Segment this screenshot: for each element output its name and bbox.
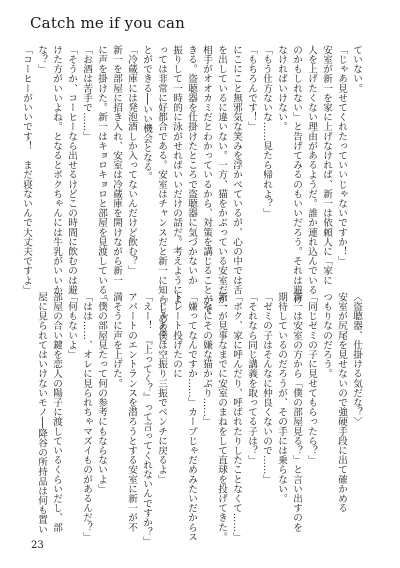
text-column: 「えー！ 『上ってく？』って言ってくれないんですか？」 — [141, 292, 152, 547]
text-column: 「同じゼミの子に見せてもらったら？」 — [306, 292, 317, 465]
text-column: 「ゼミの子はそんなに仲良くないので……」 — [261, 292, 272, 484]
text-column: 「嫌ってなんですか……」カープじゃだめみたいだからス — [186, 292, 197, 542]
text-column: 「冷蔵庫には発泡酒しか入ってないんだけど飲む？」 — [126, 45, 137, 276]
text-column: 「そうか、コーヒーなら出せるけどこの時間に飲むのは避 — [66, 45, 77, 295]
text-column: 「僕の部屋見たって何の参考にもならないよ」 — [96, 292, 107, 494]
text-column: 新一を部屋に招き入れ、安室は冷蔵庫を開けながら新一 — [111, 45, 122, 285]
text-column: 期待しているのだろうが、その手には乗らない。 — [276, 292, 287, 504]
text-column: 屋に見られてはいけないモノ──降谷の所持品は何も置い — [36, 292, 47, 534]
text-column: 「何もないよ」 — [66, 292, 77, 360]
text-column: 「もう仕方ないな……見たら帰れよ？」 — [261, 45, 272, 218]
text-column: 「もちろんです！」 — [246, 45, 257, 132]
text-column: にこにこと無邪気な笑みを浮かべているが、心の中では舌 — [231, 45, 242, 295]
text-column: 人を上げたくない理由があるようだ。誰か連れ込んでいる — [306, 45, 317, 295]
text-column: つもりなのだろう。 — [321, 292, 332, 379]
text-column: 「なにその嫌な猫かぶり……」 — [201, 292, 212, 427]
text-column: 「ボク、家に呼んだり、呼ばれたりしたことなくて……」 — [231, 292, 242, 542]
text-column: 安室が尻尾を見せないので強硬手段に出て確かめる — [336, 292, 347, 513]
text-column: 「じゃあ僕は空振り三振でベンチに戻るよ」 — [156, 292, 167, 484]
text-block-bottom — [34, 292, 364, 547]
text-column: なければいけない。 — [276, 45, 287, 132]
page-title: Catch me if you can — [30, 14, 186, 32]
text-column: きる。盗聴器を仕掛けたところで盗聴器に気づかないか — [186, 45, 197, 285]
page-number: 23 — [31, 540, 44, 551]
text-column: けた方がいいよね。となるとボクちゃんには牛乳がいいか — [51, 45, 62, 295]
text-column: に声を掛けた。新一はキョロキョロと部屋を見渡している。 — [96, 45, 107, 305]
text-column: 「それなら同じ講義を取ってる子は？」 — [246, 292, 257, 465]
text-column: 新一が見事なまでに安室のまねをして直球を投げてきた。 — [216, 292, 227, 542]
text-column: な？」 — [36, 45, 47, 74]
text-column: 新一は安室の方から「僕の部屋見る？」と言い出すのを — [291, 292, 302, 532]
text-column: 〈盗聴器、仕掛ける気だな？〉 — [351, 292, 362, 427]
text-column: とができる──いい機会となる。 — [141, 45, 152, 182]
text-column: 満そうに声を上げた。 — [111, 292, 122, 388]
text-column: を出しているに違いない。一方、猫をかぶっている安室だが、 — [216, 45, 227, 314]
text-column: トレート投げたのに — [171, 292, 182, 379]
text-column: 部屋の合い鍵を恋人の陽子に渡しているくらいだし、部 — [51, 292, 62, 532]
text-column: 「じゃあ見せてくれたっていいじゃないですか！」 — [336, 45, 347, 266]
text-column: 安室が新一を家に上げなければ、新一は依頼人に「家に — [321, 45, 332, 285]
text-column: 「はは……、オレに見られちゃマズイものがあるんだ？」 — [81, 292, 92, 542]
text-column: ていない。 — [351, 45, 362, 93]
text-column: アパートのエントランスを潜ろうとする安室に新一が不 — [126, 292, 137, 532]
text-column: のかもしれない」と告げてみるのもいいだろう。それは避け — [291, 45, 302, 305]
text-column: っては非常に好都合である。安室はチャンスだと新一に知らしめるこ — [156, 45, 167, 343]
text-column: 「コーヒーがいいです！ まだ寝ないんで大丈夫ですよ」 — [21, 45, 32, 295]
text-column: 「お酒は苦手で……」 — [81, 45, 92, 141]
text-column: 相手がオオカミだとわかっているから、対策を講じることがで — [201, 45, 212, 314]
text-column: 振りして一時的に泳がせればいいだけの話だ。考えようによ — [171, 45, 182, 305]
